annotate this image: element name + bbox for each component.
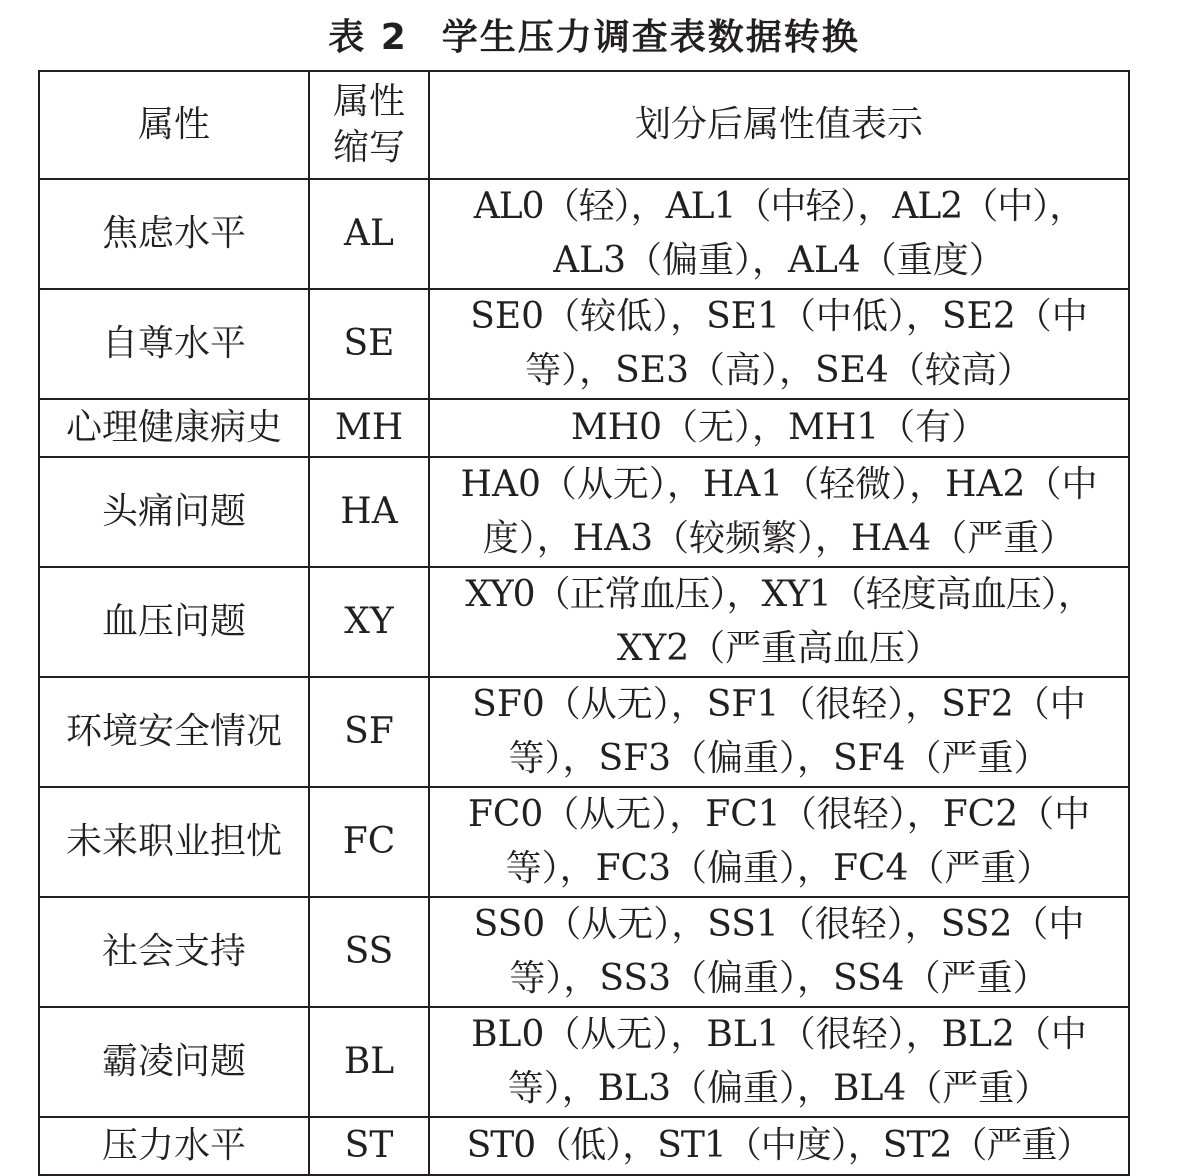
attribute-cell: 未来职业担忧	[39, 787, 309, 897]
attribute-cell: 头痛问题	[39, 457, 309, 567]
values-line: SF0（从无），SF1（很轻），SF2（中	[472, 684, 1086, 725]
values-cell	[429, 1117, 1129, 1175]
values-cell	[429, 567, 1129, 677]
values-cell	[429, 1007, 1129, 1117]
values-cell	[429, 677, 1129, 787]
values-line: AL3（偏重），AL4（重度）	[553, 240, 1005, 281]
attribute-cell: 压力水平	[39, 1117, 309, 1175]
table-row	[39, 1007, 1129, 1117]
values-line: XY2（严重高血压）	[616, 628, 942, 669]
values-line: 等），SE3（高），SE4（较高）	[525, 350, 1033, 391]
abbreviation-cell: HA	[309, 457, 429, 567]
attribute-cell: 自尊水平	[39, 289, 309, 399]
header-values: 划分后属性值表示	[429, 71, 1129, 179]
attribute-cell: 血压问题	[39, 567, 309, 677]
header-abbreviation	[309, 71, 429, 179]
attribute-cell: 环境安全情况	[39, 677, 309, 787]
values-cell	[429, 787, 1129, 897]
values-cell	[429, 897, 1129, 1007]
values-line: 等），BL3（偏重），BL4（严重）	[507, 1068, 1051, 1109]
table-row	[39, 677, 1129, 787]
values-line: SE0（较低），SE1（中低），SE2（中	[470, 296, 1088, 337]
abbreviation-cell: XY	[309, 567, 429, 677]
values-line: 度），HA3（较频繁），HA4（严重）	[482, 518, 1076, 559]
values-line: MH0（无），MH1（有）	[570, 407, 988, 448]
header-abbreviation-line1: 属性	[332, 81, 405, 122]
table-row	[39, 179, 1129, 289]
values-line: AL0（轻），AL1（中轻），AL2（中），	[473, 186, 1085, 227]
table-row	[39, 457, 1129, 567]
attribute-cell: 霸凌问题	[39, 1007, 309, 1117]
values-cell	[429, 399, 1129, 457]
table-number: 表 2	[328, 17, 408, 58]
values-line: ST0（低），ST1（中度），ST2（严重）	[466, 1125, 1092, 1166]
table-row	[39, 787, 1129, 897]
abbreviation-cell: BL	[309, 1007, 429, 1117]
attribute-cell: 心理健康病史	[39, 399, 309, 457]
header-abbreviation-line2: 缩写	[332, 127, 405, 168]
abbreviation-cell: SE	[309, 289, 429, 399]
values-line: HA0（从无），HA1（轻微），HA2（中	[460, 464, 1098, 505]
values-cell	[429, 289, 1129, 399]
abbreviation-cell: MH	[309, 399, 429, 457]
table-row	[39, 399, 1129, 457]
table-title: 学生压力调查表数据转换	[441, 17, 860, 58]
values-line: SS0（从无），SS1（很轻），SS2（中	[473, 904, 1085, 945]
header-row	[39, 71, 1129, 179]
table-caption	[0, 14, 1188, 62]
attribute-cell: 社会支持	[39, 897, 309, 1007]
header-attribute: 属性	[39, 71, 309, 179]
attribute-cell: 焦虑水平	[39, 179, 309, 289]
abbreviation-cell: ST	[309, 1117, 429, 1175]
table-row	[39, 567, 1129, 677]
abbreviation-cell: FC	[309, 787, 429, 897]
values-cell	[429, 457, 1129, 567]
values-line: XY0（正常血压），XY1（轻度高血压），	[465, 574, 1093, 615]
values-line: 等），SF3（偏重），SF4（严重）	[508, 738, 1050, 779]
attribute-conversion-table	[38, 70, 1130, 1176]
table-row	[39, 289, 1129, 399]
abbreviation-cell: AL	[309, 179, 429, 289]
values-line: 等），FC3（偏重），FC4（严重）	[505, 848, 1053, 889]
table-row	[39, 1117, 1129, 1175]
table-row	[39, 897, 1129, 1007]
abbreviation-cell: SF	[309, 677, 429, 787]
abbreviation-cell: SS	[309, 897, 429, 1007]
values-cell	[429, 179, 1129, 289]
values-line: BL0（从无），BL1（很轻），BL2（中	[471, 1014, 1087, 1055]
values-line: 等），SS3（偏重），SS4（严重）	[509, 958, 1049, 999]
values-line: FC0（从无），FC1（很轻），FC2（中	[467, 794, 1091, 835]
